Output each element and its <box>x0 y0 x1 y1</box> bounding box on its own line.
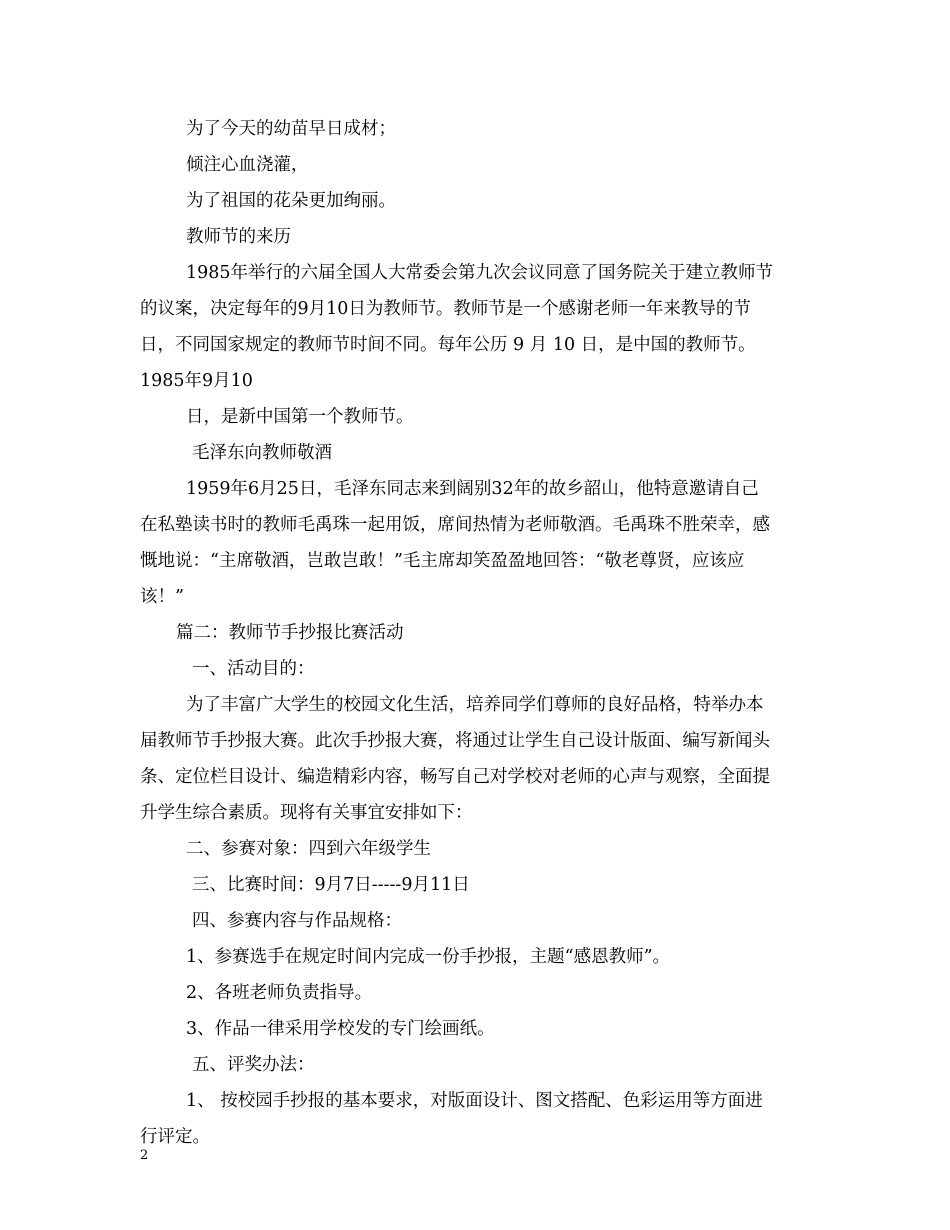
paragraph-line: 为了丰富广大学生的校园文化生活，培养同学们尊师的良好品格，特举办本 <box>186 695 764 715</box>
section-title: 篇二：教师节手抄报比赛活动 <box>176 623 404 643</box>
poem-line-1: 为了今天的幼苗早日成材； <box>186 119 396 139</box>
document-body <box>140 117 815 1161</box>
poem-line-3: 为了祖国的花朵更加绚丽。 <box>186 191 396 211</box>
paragraph-line: 1985年9月10 <box>140 371 253 391</box>
sub-item-3: 3、作品一律采用学校发的专门绘画纸。 <box>186 1019 495 1039</box>
paragraph-line: 1959年6月25日，毛泽东同志来到阔别32年的故乡韶山，他特意邀请自己 <box>186 479 759 499</box>
paragraph-line: 慨地说：“主席敬酒，岂敢岂敢！”毛主席却笑盈盈地回答：“敬老尊贤，应该应 <box>140 551 745 571</box>
item-content-spec: 四、参赛内容与作品规格： <box>192 911 402 931</box>
paragraph-line: 日，不同国家规定的教师节时间不同。每年公历 9 月 10 日，是中国的教师节。 <box>140 335 756 355</box>
item-purpose: 一、活动目的： <box>192 659 315 679</box>
paragraph-line: 1、 按校园手抄报的基本要求，对版面设计、图文搭配、色彩运用等方面进 <box>186 1091 763 1111</box>
paragraph-origin <box>140 261 815 393</box>
item-award-method: 五、评奖办法： <box>192 1055 315 1075</box>
paragraph-purpose <box>140 693 815 825</box>
page-number: 2 <box>140 1148 149 1163</box>
paragraph-mao-toast <box>140 477 815 609</box>
sub-item-2: 2、各班老师负责指导。 <box>186 983 373 1003</box>
item-participants: 二、参赛对象：四到六年级学生 <box>186 839 431 859</box>
poem-line-2: 倾注心血浇灌， <box>186 155 309 175</box>
heading-mao-toast: 毛泽东向教师敬酒 <box>192 443 332 463</box>
paragraph-line: 该！” <box>140 587 184 607</box>
paragraph-line: 的议案，决定每年的9月10日为教师节。教师节是一个感谢老师一年来教导的节 <box>140 299 751 319</box>
item-schedule: 三、比赛时间：9月7日-----9月11日 <box>192 875 470 895</box>
paragraph-line: 条、定位栏目设计、编造精彩内容，畅写自己对学校对老师的心声与观察，全面提 <box>140 767 770 787</box>
paragraph-continuation: 日，是新中国第一个教师节。 <box>186 407 414 427</box>
paragraph-line: 升学生综合素质。现将有关事宜安排如下： <box>140 803 473 823</box>
paragraph-line: 在私塾读书时的教师毛禹珠一起用饭，席间热情为老师敬酒。毛禹珠不胜荣幸，感 <box>140 515 770 535</box>
paragraph-award <box>140 1089 815 1149</box>
paragraph-line: 1985年举行的六届全国人大常委会第九次会议同意了国务院关于建立教师节 <box>186 263 774 283</box>
heading-teachers-day-origin: 教师节的来历 <box>186 227 291 247</box>
sub-item-1: 1、参赛选手在规定时间内完成一份手抄报，主题“感恩教师”。 <box>186 947 671 967</box>
paragraph-line: 行评定。 <box>140 1127 210 1147</box>
paragraph-line: 届教师节手抄报大赛。此次手抄报大赛，将通过让学生自己设计版面、编写新闻头 <box>140 731 770 751</box>
